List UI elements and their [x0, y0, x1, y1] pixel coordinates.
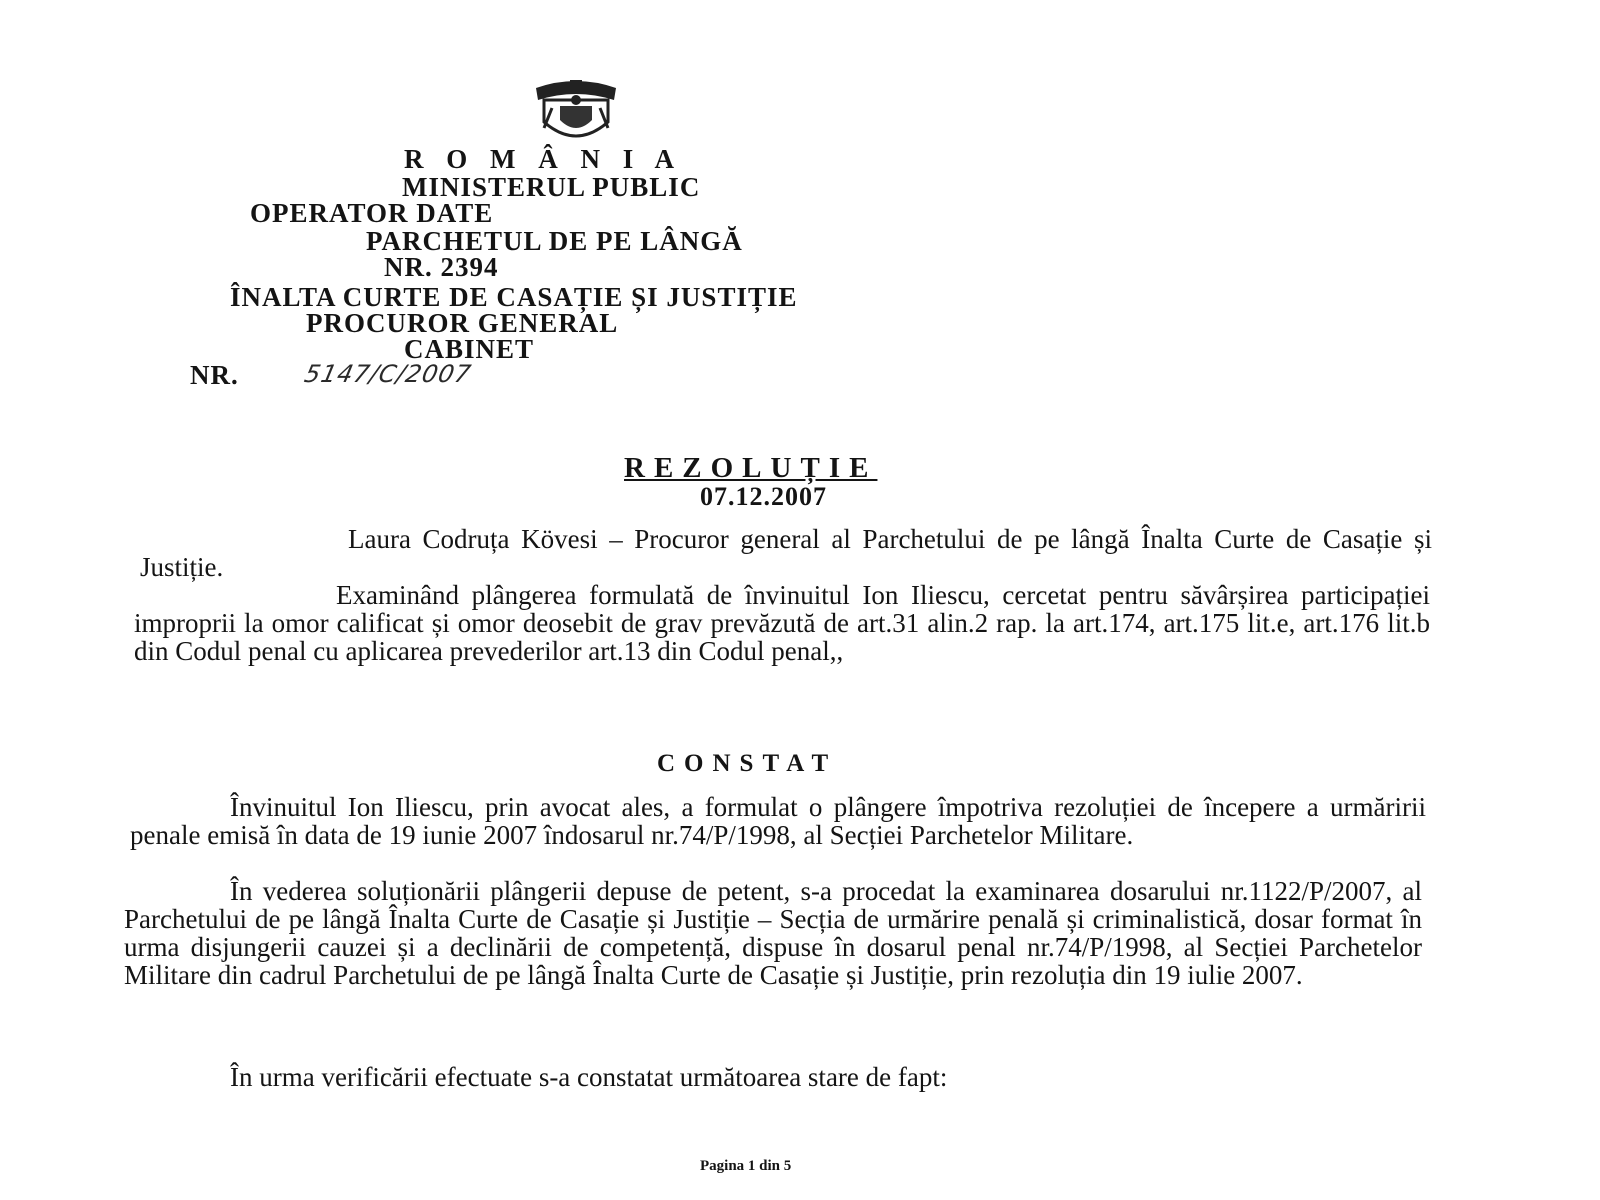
- intro-paragraph-2: Examinând plângerea formulată de învinuitul Ion Iliescu, cercetat pentru săvârșirea participației improprii la omor calificat și omor deosebit de grav prevăzută de art.31 alin.2 rap. la art.174, art.175 lit.e, art.176 lit.b din Codul penal cu aplicarea prevederilor art.13 din Codul penal,,: [134, 580, 1430, 666]
- header-country: R O M Â N I A: [404, 144, 682, 174]
- document-title: REZOLUȚIE: [624, 452, 878, 484]
- header-operator-number: NR. 2394: [384, 252, 499, 282]
- section-heading: CONSTAT: [657, 750, 838, 777]
- header-parchet: PARCHETUL DE PE LÂNGĂ: [366, 226, 743, 256]
- header-prosecutor: PROCUROR GENERAL: [306, 308, 619, 338]
- header-cabinet: CABINET: [404, 334, 535, 364]
- body-paragraph-2: În vederea soluționării plângerii depuse de petent, s-a procedat la examinarea dosarului nr.1122/P/2007, al Parchetului de pe lângă Înalta Curte de Casație și Justiție – Secția de urmărire penală și criminalistică, dosar format în urma disjungerii cauzei și a declinării de competență, dispuse în dosarul penal nr.74/P/1998, al Secției Parchetelor Militare din cadrul Parchetului de pe lângă Înalta Curte de Casație și Justiție, prin rezoluția din 19 iulie 2007.: [124, 876, 1422, 990]
- romania-coat-of-arms-icon: [530, 78, 622, 144]
- body-paragraph-1: Învinuitul Ion Iliescu, prin avocat ales, a formulat o plângere împotriva rezoluției de începere a urmăririi penale emisă în data de 19 iunie 2007 îndosarul nr.74/P/1998, al Secției Parchetelor Militare.: [130, 792, 1426, 850]
- document-date: 07.12.2007: [700, 482, 827, 511]
- header-nr-label: NR.: [190, 360, 239, 390]
- intro-paragraph-1: Laura Codruța Kövesi – Procuror general al Parchetului de pe lângă Înalta Curte de Casație și Justiție.: [140, 524, 1432, 582]
- handwritten-registration-number: 5147/C/2007: [302, 360, 475, 388]
- header-court: ÎNALTA CURTE DE CASAȚIE ȘI JUSTIȚIE: [230, 282, 798, 312]
- header-ministry: MINISTERUL PUBLIC: [402, 172, 701, 202]
- page-footer: Pagina 1 din 5: [700, 1158, 792, 1174]
- body-paragraph-3: În urma verificării efectuate s-a constatat următoarea stare de fapt:: [230, 1062, 948, 1092]
- header-operator: OPERATOR DATE: [250, 198, 494, 228]
